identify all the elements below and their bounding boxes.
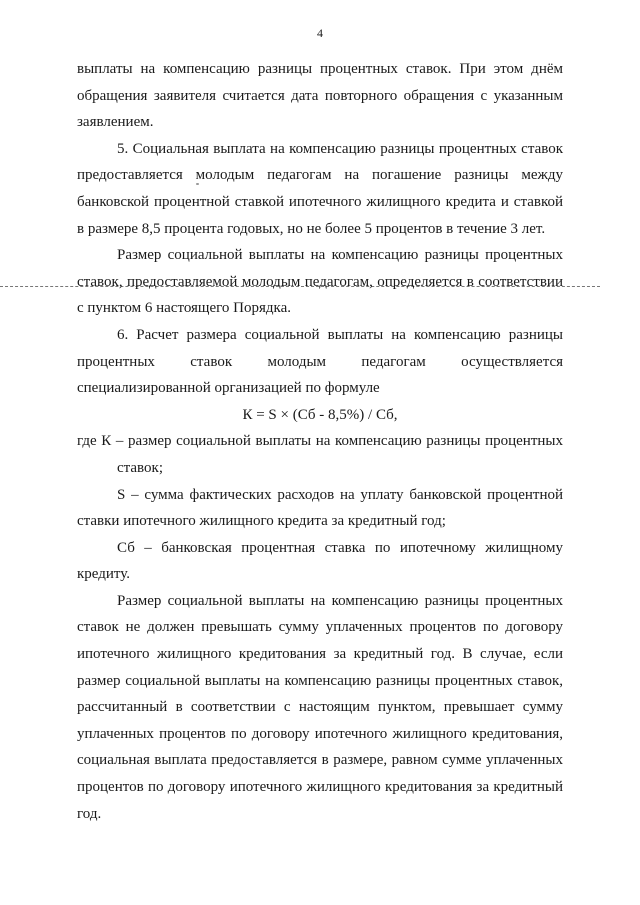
paragraph-limit: Размер социальной выплаты на компенсацию разницы процентных ставок не должен превышать сумму уплаченных процентов по договору ипотечного жилищного кредитования за кредитный год. В случае, если размер социальной выплаты на компенсацию разницы процентных ставок, рассчитанный в соответствии с настоящим пунктом, превышает сумму уплаченных процентов по договору ипотечного жилищного кредитования, социальная выплата предоставляется в размере, равном сумме уплаченных процентов по договору ипотечного жилищного кредитования за кредитный год. bbox=[77, 592, 563, 822]
paragraph-item-5: 5. Социальная выплата на компенсацию разницы процентных ставок предоставляется молодым педагогам на погашение разницы между банковской процентной ставкой ипотечного жилищного кредита и ставкой в размере 8,5 процента годовых, но не более 5 процентов в течение 3 лет. bbox=[77, 140, 563, 237]
definition-k: где К – размер социальной выплаты на компенсацию разницы процентных ставок; bbox=[77, 433, 563, 476]
paragraph-payment-size: Размер социальной выплаты на компенсацию разницы процентных ставок, предоставляемой молодым педагогам, определяется в соответствии с пунктом 6 настоящего Порядка. bbox=[77, 247, 563, 317]
formula: К = S × (Сб - 8,5%) / Сб, bbox=[242, 406, 398, 423]
document-body bbox=[77, 56, 563, 827]
definition-s: S – сумма фактических расходов на уплату банковской процентной ставки ипотечного жилищного кредита за кредитный год; bbox=[77, 486, 563, 530]
paragraph-item-6: 6. Расчет размера социальной выплаты на компенсацию разницы процентных ставок молодым педагогам осуществляется специализированной организацией по формуле bbox=[77, 326, 563, 397]
page-number: 4 bbox=[317, 26, 323, 40]
paragraph-continuation: выплаты на компенсацию разницы процентных ставок. При этом днём обращения заявителя считается дата повторного обращения с указанным заявлением. bbox=[77, 61, 563, 131]
definition-sb: Сб – банковская процентная ставка по ипотечному жилищному кредиту. bbox=[77, 539, 563, 583]
